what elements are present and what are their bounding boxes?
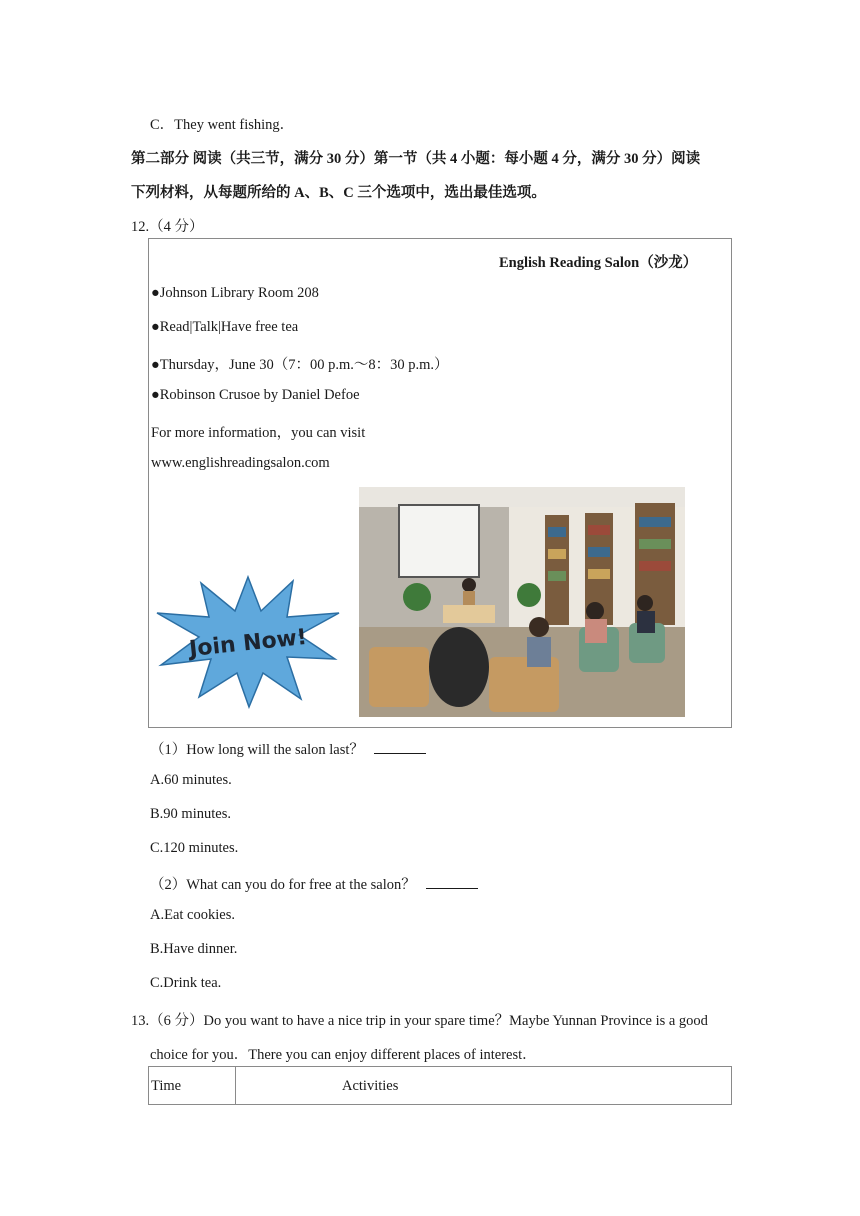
table-header-time: Time [151,1078,182,1094]
salon-bullet-book: ●Robinson Crusoe by Daniel Defoe [151,387,360,403]
table-header-activities: Activities [342,1078,399,1094]
sub-question-2-text: （2）What can you do for free at the salon？ [150,877,416,893]
sub2-option-b: B.Have dinner. [150,941,238,957]
table-column-divider [235,1067,236,1104]
question-13-line1: 13.（6 分）Do you want to have a nice trip in your spare time？Maybe Yunnan Province is a good [131,1013,708,1029]
salon-bullet-activities: ●Read|Talk|Have free tea [151,319,299,335]
join-now-text: Join Now! [188,624,309,663]
answer-blank-1[interactable] [374,739,426,754]
part2-intro-line1: 第二部分 阅读（共三节，满分 30 分）第一节（共 4 小题：每小题 4 分，满分 30 分）阅读 [131,151,701,167]
salon-title: English Reading Salon（沙龙） [499,255,698,271]
join-now-badge [153,573,343,709]
answer-blank-2[interactable] [426,874,478,889]
option-c-text: C．They went fishing． [150,117,295,133]
part2-intro-line2: 下列材料，从每题所给的 A、B、C 三个选项中，选出最佳选项。 [131,185,546,201]
question-13-line2: choice for you．There you can enjoy different places of interest． [150,1047,537,1063]
question-12-header: 12.（4 分） [131,219,204,235]
salon-ad-box [148,238,732,728]
sub-question-2 [150,873,478,894]
salon-photo-illustration [359,487,685,717]
salon-room-photo [359,487,685,717]
sub-question-1 [150,738,426,759]
salon-bullet-location: ●Johnson Library Room 208 [151,285,319,301]
sub1-option-c: C.120 minutes. [150,840,239,856]
sub2-option-a: A.Eat cookies. [150,907,235,923]
salon-website: www.englishreadingsalon.com [151,455,330,471]
sub-question-1-text: （1）How long will the salon last？ [150,742,364,758]
activities-table [148,1066,732,1105]
sub1-option-b: B.90 minutes. [150,806,231,822]
salon-info-line: For more information，you can visit [151,425,366,441]
salon-bullet-time: ●Thursday，June 30（7：00 p.m.～8：30 p.m.） [151,357,449,373]
sub1-option-a: A.60 minutes. [150,772,232,788]
sub2-option-c: C.Drink tea. [150,975,222,991]
